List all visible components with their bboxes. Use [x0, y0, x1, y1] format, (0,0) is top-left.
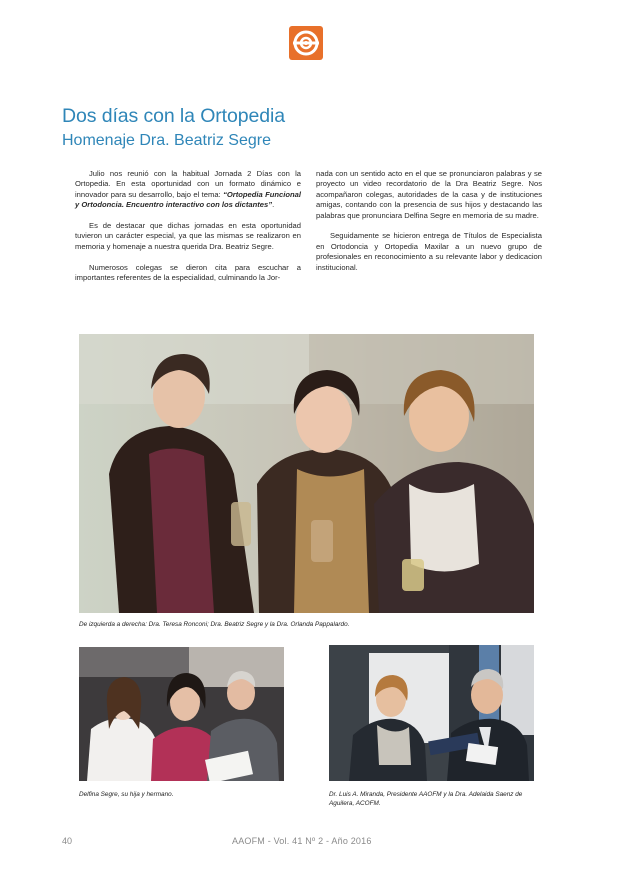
paragraph-intro: Julio nos reunió con la habitual Jornada 2 Días con la Ortopedia. En esta oportunidad con un formato dinámico e innovador para su desarrollo, bajo el tema: “Ortopedia Funcional y Ortodoncia. Encuentro interactivo con los dictantes”. [75, 169, 301, 210]
main-photo [79, 334, 534, 613]
aaofm-logo-icon [289, 26, 323, 60]
article-subtitle: Homenaje Dra. Beatriz Segre [62, 132, 271, 149]
text-column-left [75, 169, 301, 294]
publication-footer: AAOFM - Vol. 41 Nº 2 - Año 2016 [232, 836, 372, 846]
event-theme: “Ortopedia Funcional y Ortodoncia. Encuentro interactivo con los dictantes” [75, 189, 301, 210]
article-title: Dos días con la Ortopedia [62, 105, 285, 127]
paragraph-homage: Es de destacar que dichas jornadas en esta oportunidad tuvieron un carácter especial, ya que las mismas se realizaron en memoria y homenaje a nuestra querida Dra. Beatriz Segre. [75, 221, 301, 251]
family-photo-caption: Delfina Segre, su hija y hermano. [79, 791, 174, 798]
text-column-right [316, 169, 542, 283]
paragraph-titles: Seguidamente se hicieron entrega de Títulos de Especialista en Ortodoncia y Ortopedia Maxilar a un nuevo grupo de profesionales en reconocimiento a su relevante labor y dedicacion institucional. [316, 231, 542, 272]
award-photo-caption: Dr. Luis A. Miranda, Presidente AAOFM y la Dra. Adelaida Saenz de Aguilera, ACOFM. [329, 791, 523, 807]
award-photo [329, 645, 534, 781]
page-number: 40 [62, 836, 73, 846]
paragraph-closing-act-cont: nada con un sentido acto en el que se pronunciaron palabras y se proyecto un video recordatorio de la Dra Beatriz Segre. Nos acompañaron colegas, autoridades de la casa y de instituciones amigas, contando con la presencia de sus hijos y destacando las palabras que pronunciara Delfina Segre en memoria de su madre. [316, 169, 542, 220]
paragraph-closing-act: Numerosos colegas se dieron cita para escuchar a importantes referentes de la especialidad, culminando la Jor- [75, 262, 301, 283]
family-photo [79, 647, 284, 781]
main-photo-caption: De izquierda a derecha: Dra. Teresa Ronconi; Dra. Beatriz Segre y la Dra. Orlanda Pappalardo. [79, 621, 350, 628]
